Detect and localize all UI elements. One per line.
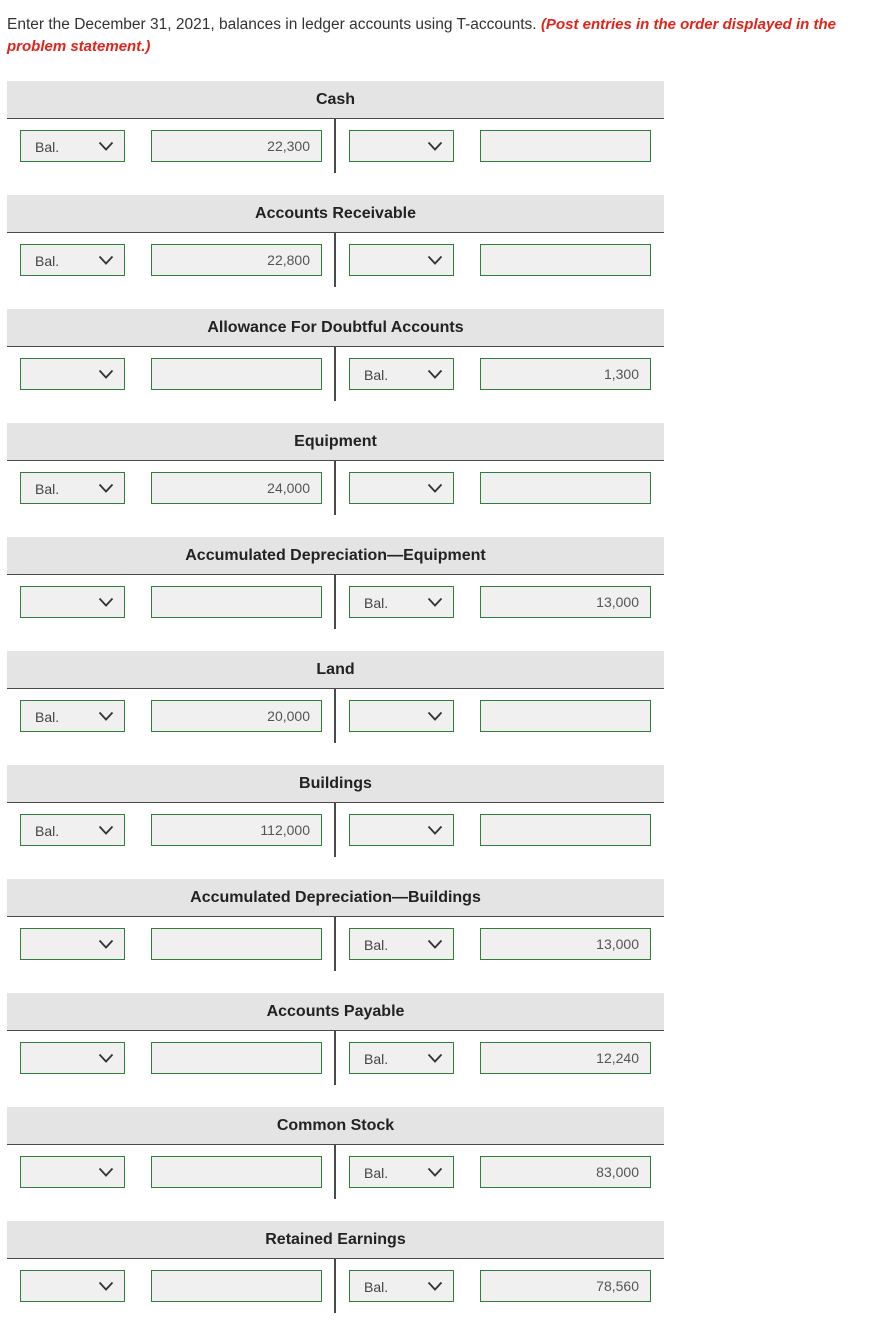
chevron-down-icon <box>427 482 443 494</box>
t-account <box>0 1220 896 1334</box>
credit-amount-input[interactable]: 12,240 <box>480 1042 651 1074</box>
debit-label-select[interactable] <box>20 700 125 732</box>
debit-label-select[interactable] <box>20 472 125 504</box>
chevron-down-icon <box>427 938 443 950</box>
credit-label-select[interactable] <box>349 700 454 732</box>
credit-label-select[interactable] <box>349 1042 454 1074</box>
debit-amount-input[interactable] <box>151 1042 322 1074</box>
chevron-down-icon <box>427 254 443 266</box>
credit-amount-input[interactable] <box>480 814 651 846</box>
t-account-title: Buildings <box>299 775 372 792</box>
t-account-divider <box>334 461 336 515</box>
instructions <box>7 14 877 58</box>
debit-label-select[interactable] <box>20 244 125 276</box>
credit-label-value: Bal. <box>364 1279 389 1295</box>
debit-amount-input[interactable]: 24,000 <box>151 472 322 504</box>
t-account-header <box>7 765 664 803</box>
credit-label-select[interactable] <box>349 244 454 276</box>
debit-amount-input[interactable] <box>151 586 322 618</box>
chevron-down-icon <box>427 710 443 722</box>
instructions-text: Enter the December 31, 2021, balances in ledger accounts using T-accounts. <box>7 16 541 33</box>
t-account-title: Accumulated Depreciation—Equipment <box>185 547 486 564</box>
credit-label-select[interactable] <box>349 586 454 618</box>
chevron-down-icon <box>427 368 443 380</box>
t-account-title: Cash <box>315 91 356 108</box>
debit-label-select[interactable] <box>20 1270 125 1302</box>
credit-amount-input[interactable] <box>480 472 651 504</box>
t-account-title: Accumulated Depreciation—Buildings <box>190 889 481 906</box>
chevron-down-icon <box>98 824 114 836</box>
t-account-divider <box>334 803 336 857</box>
debit-label-select[interactable] <box>20 814 125 846</box>
t-account <box>0 650 896 764</box>
credit-amount-input[interactable]: 13,000 <box>480 586 651 618</box>
debit-label-select[interactable] <box>20 358 125 390</box>
t-account-divider <box>334 1259 336 1313</box>
chevron-down-icon <box>98 710 114 722</box>
t-account-title: Retained Earnings <box>265 1231 406 1248</box>
debit-amount-input[interactable] <box>151 1156 322 1188</box>
chevron-down-icon <box>98 938 114 950</box>
debit-label-select[interactable] <box>20 130 125 162</box>
chevron-down-icon <box>427 140 443 152</box>
t-account-title: Land <box>316 661 355 678</box>
credit-label-select[interactable] <box>349 814 454 846</box>
chevron-down-icon <box>98 140 114 152</box>
t-account-header <box>7 879 664 917</box>
t-account-header <box>7 309 664 347</box>
chevron-down-icon <box>427 1052 443 1064</box>
credit-label-select[interactable] <box>349 472 454 504</box>
credit-label-select[interactable] <box>349 130 454 162</box>
t-account-header <box>7 81 664 119</box>
credit-amount-input[interactable]: 78,560 <box>480 1270 651 1302</box>
t-account-divider <box>334 1031 336 1085</box>
chevron-down-icon <box>98 1052 114 1064</box>
debit-amount-input[interactable]: 22,800 <box>151 244 322 276</box>
t-account <box>0 308 896 422</box>
t-account <box>0 764 896 878</box>
credit-label-value: Bal. <box>364 595 389 611</box>
t-account <box>0 194 896 308</box>
credit-amount-input[interactable] <box>480 244 651 276</box>
credit-amount-input[interactable]: 13,000 <box>480 928 651 960</box>
t-account-divider <box>334 233 336 287</box>
t-account-title: Equipment <box>294 433 377 450</box>
chevron-down-icon <box>427 824 443 836</box>
debit-label-select[interactable] <box>20 928 125 960</box>
t-account-header <box>7 195 664 233</box>
t-accounts-list <box>0 80 896 1334</box>
debit-amount-input[interactable] <box>151 358 322 390</box>
t-account-header <box>7 1221 664 1259</box>
t-account <box>0 878 896 992</box>
credit-amount-input[interactable]: 83,000 <box>480 1156 651 1188</box>
t-account <box>0 422 896 536</box>
debit-label-value: Bal. <box>35 823 60 839</box>
credit-amount-input[interactable]: 1,300 <box>480 358 651 390</box>
t-account <box>0 536 896 650</box>
credit-amount-input[interactable] <box>480 700 651 732</box>
debit-label-value: Bal. <box>35 709 60 725</box>
debit-label-select[interactable] <box>20 1156 125 1188</box>
debit-amount-input[interactable] <box>151 1270 322 1302</box>
debit-label-select[interactable] <box>20 1042 125 1074</box>
chevron-down-icon <box>98 482 114 494</box>
t-account-divider <box>334 119 336 173</box>
chevron-down-icon <box>98 596 114 608</box>
t-account-title: Accounts Payable <box>266 1003 405 1020</box>
debit-amount-input[interactable] <box>151 928 322 960</box>
credit-label-select[interactable] <box>349 1270 454 1302</box>
credit-label-select[interactable] <box>349 358 454 390</box>
debit-label-select[interactable] <box>20 586 125 618</box>
debit-label-value: Bal. <box>35 253 60 269</box>
credit-label-value: Bal. <box>364 1051 389 1067</box>
t-account-title: Accounts Receivable <box>255 205 416 222</box>
debit-amount-input[interactable]: 22,300 <box>151 130 322 162</box>
t-account <box>0 992 896 1106</box>
chevron-down-icon <box>98 1166 114 1178</box>
chevron-down-icon <box>427 1280 443 1292</box>
credit-label-value: Bal. <box>364 937 389 953</box>
t-account-divider <box>334 575 336 629</box>
chevron-down-icon <box>427 596 443 608</box>
t-account <box>0 80 896 194</box>
t-account-header <box>7 423 664 461</box>
t-account-divider <box>334 1145 336 1199</box>
t-account-divider <box>334 689 336 743</box>
t-account-title: Common Stock <box>276 1117 395 1134</box>
credit-label-value: Bal. <box>364 1165 389 1181</box>
t-account <box>0 1106 896 1220</box>
debit-label-value: Bal. <box>35 481 60 497</box>
debit-amount-input[interactable]: 20,000 <box>151 700 322 732</box>
t-account-header <box>7 651 664 689</box>
t-account-divider <box>334 917 336 971</box>
t-account-header <box>7 993 664 1031</box>
credit-label-select[interactable] <box>349 928 454 960</box>
t-account-title: Allowance For Doubtful Accounts <box>207 319 464 336</box>
chevron-down-icon <box>427 1166 443 1178</box>
t-account-divider <box>334 347 336 401</box>
debit-label-value: Bal. <box>35 139 60 155</box>
t-account-header <box>7 1107 664 1145</box>
chevron-down-icon <box>98 254 114 266</box>
chevron-down-icon <box>98 1280 114 1292</box>
instructions-emphasis: (Post entries in the order displayed in the problem statement.) <box>7 16 836 55</box>
credit-label-select[interactable] <box>349 1156 454 1188</box>
credit-label-value: Bal. <box>364 367 389 383</box>
debit-amount-input[interactable]: 112,000 <box>151 814 322 846</box>
t-account-header <box>7 537 664 575</box>
credit-amount-input[interactable] <box>480 130 651 162</box>
chevron-down-icon <box>98 368 114 380</box>
